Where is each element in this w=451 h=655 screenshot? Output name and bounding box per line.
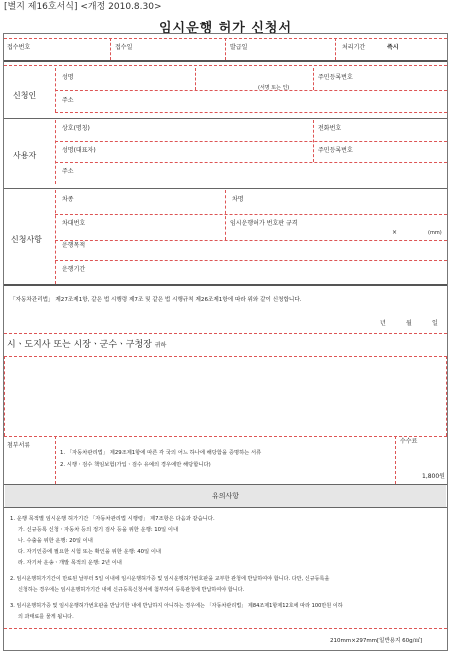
note-1a: 가. 신규등록 신청ㆍ자동차 등의 정기 검사 등을 위한 운행: 10일 이내 (18, 527, 179, 533)
fee-label: 수수료 (400, 438, 418, 445)
statement-text: 「자동차관리법」 제27조제1항, 같은 법 시행령 제7조 및 같은 법 시행규칙 제26조제1항에 따라 위와 같이 신청합니다. (10, 297, 302, 303)
doc-item-1: 1. 「자동차관리법」 제29조제1항에 따른 각 국의 어느 하나에 해당함을 증명하는 서류 (60, 450, 262, 456)
period-label: 처리기간 (342, 44, 366, 51)
user-section: 사용자 (13, 151, 37, 160)
user-address-label: 주소 (62, 168, 74, 175)
note-1d: 라. 자기차 운송ㆍ개발 목적의 운행: 2년 이내 (18, 560, 122, 566)
note-3b: 의 과태료를 물게 됩니다. (18, 614, 74, 620)
size-separator: × (392, 229, 398, 236)
applicant-resident-no-label: 주민등록번호 (318, 74, 353, 81)
period-field-label: 운행기간 (62, 266, 86, 273)
car-model-label: 차명 (232, 196, 244, 203)
vin-label: 차대번호 (62, 220, 86, 227)
docs-label: 첨부서류 (7, 442, 31, 449)
purpose-label: 운행목적 (62, 242, 86, 249)
unit-label: (mm) (428, 230, 442, 236)
note-1: 1. 운행 목적별 임시운행 허가기간 「자동차관리법 시행령」 제7조항은 다음과 같습니다. (10, 516, 215, 522)
recipient-suffix: 귀하 (154, 342, 167, 349)
note-3a: 3. 임시운행허가증 및 임시운행허가번호판을 반납기한 내에 반납하지 아니하는 경우에는 「자동차관리법」 제84조제1항제12호에 따라 100만원 이하 (10, 603, 343, 609)
fee-value: 1,800원 (422, 473, 445, 480)
recipient-name: 시ㆍ도지사 또는 시장ㆍ군수ㆍ구청장 (7, 340, 152, 350)
company-label: 상호(명칭) (62, 125, 90, 132)
recipient-line (7, 340, 166, 351)
page-title: 임시운행 허가 신청서 (158, 21, 293, 36)
receipt-no-label: 접수번호 (7, 44, 31, 51)
period-value: 즉시 (387, 44, 399, 51)
note-2b: 신청하는 경우에는 임시운행허가기간 내에 신규등록신청서에 첨부하여 등록관청에 반납하여야 합니다. (18, 587, 245, 593)
note-2a: 2. 임시운행허가기간이 만료된 날부터 5일 이내에 임시운행허가증 및 임시운행허가번호판을 교부한 관청에 반납하여야 합니다. 다만, 신규등록을 (10, 576, 330, 582)
note-1b: 나. 수출을 위한 운행: 20일 이내 (18, 538, 93, 544)
signature-hint: (서명 또는 인) (258, 85, 290, 91)
application-section: 신청사항 (11, 235, 42, 244)
paper-spec: 210mm×297mm[일반용지 60g/㎡] (330, 638, 423, 644)
month-label: 월 (406, 320, 412, 327)
form-number: [별지 제16호서식] <개정 2010.8.30> (4, 2, 162, 12)
phone-label: 전화번호 (318, 125, 342, 132)
receipt-date-label: 접수일 (115, 44, 133, 51)
car-name-label: 차종 (62, 196, 74, 203)
notes-title: 유의사항 (211, 492, 240, 500)
applicant-address-label: 주소 (62, 97, 74, 104)
user-resident-no-label: 주민등록번호 (318, 147, 353, 154)
plate-size-label: 임시운행허가 번호판 규격 (230, 220, 298, 227)
rep-name-label: 성명(대표자) (62, 147, 96, 154)
day-label: 일 (432, 320, 438, 327)
doc-item-2: 2. 시행ㆍ검수 책임보험(가입ㆍ검수 유예의 경우에만 해당합니다) (60, 462, 211, 468)
note-1c: 다. 자기인증에 필요한 시험 또는 확인을 위한 운행: 40일 이내 (18, 549, 162, 555)
applicant-section: 신청인 (13, 91, 37, 100)
applicant-name-label: 성명 (62, 74, 74, 81)
issue-date-label: 발급일 (230, 44, 248, 51)
year-label: 년 (380, 320, 386, 327)
